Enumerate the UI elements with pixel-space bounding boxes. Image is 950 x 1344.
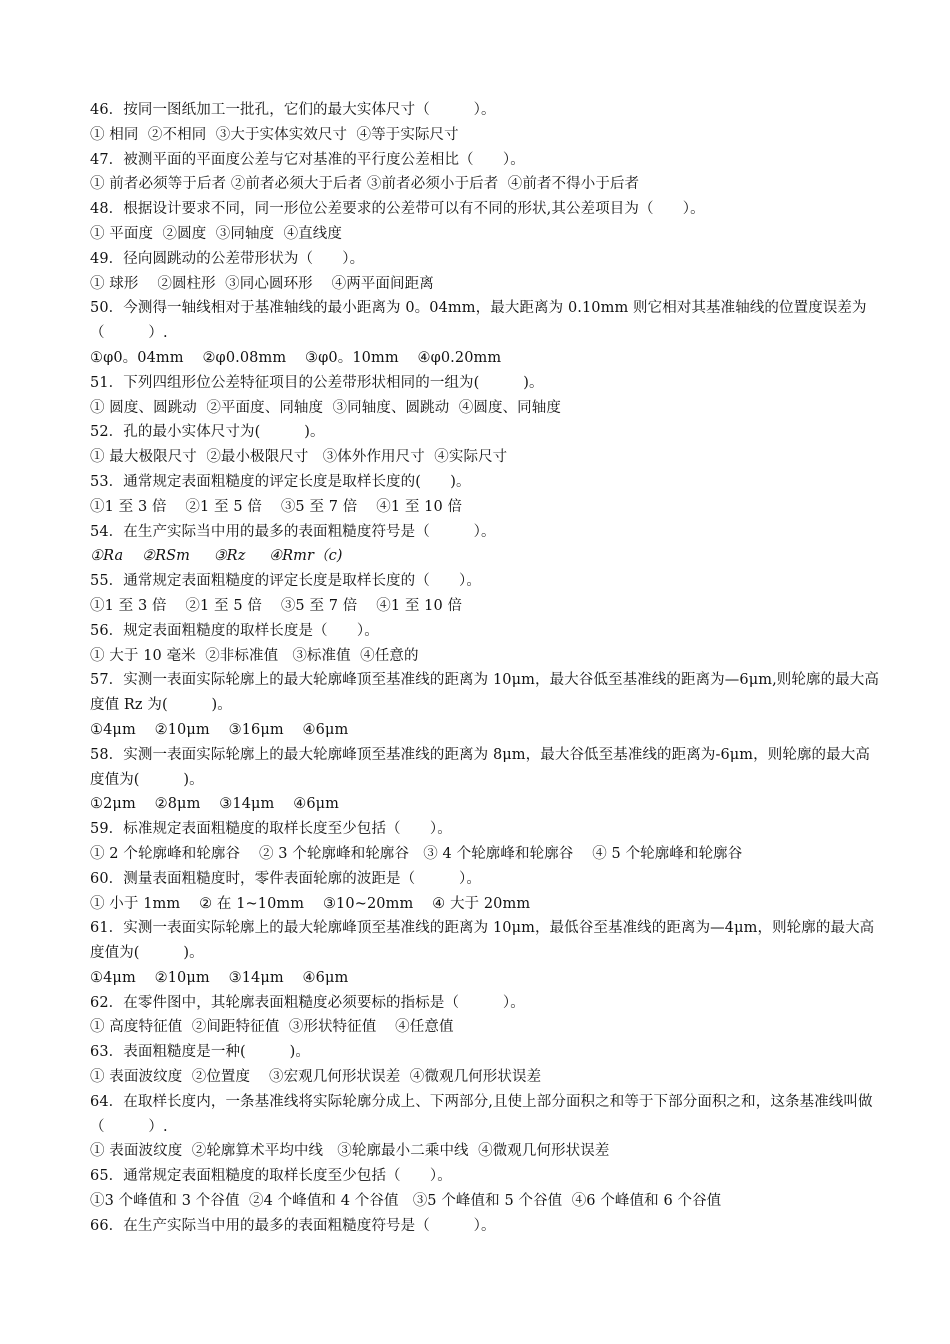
question-51: 51．下列四组形位公差特征项目的公差带形状相同的一组为( )。 bbox=[90, 374, 544, 391]
question-47: 47．被测平面的平面度公差与它对基准的平行度公差相比（ ）。 bbox=[90, 151, 525, 168]
question-65: 65．通常规定表面粗糙度的取样长度至少包括（ ）。 bbox=[90, 1168, 452, 1185]
options-46: ① 相同 ②不相同 ③大于实体实效尺寸 ④等于实际尺寸 bbox=[90, 126, 459, 143]
options-53: ①1 至 3 倍 ②1 至 5 倍 ③5 至 7 倍 ④1 至 10 倍 bbox=[90, 498, 463, 515]
question-57: 57．实测一表面实际轮廓上的最大轮廓峰顶至基准线的距离为 10μm，最大谷低至基准线的距离为—6μm,则轮廓的最大高度值 Rz 为( )。 bbox=[90, 672, 879, 714]
question-61: 61．实测一表面实际轮廓上的最大轮廓峰顶至基准线的距离为 10μm，最低谷至基准线的距离为—4μm，则轮廓的最大高度值为( )。 bbox=[90, 920, 875, 962]
question-document bbox=[90, 98, 880, 1239]
question-46: 46．按同一图纸加工一批孔，它们的最大实体尺寸（ ）。 bbox=[90, 102, 496, 118]
options-63: ① 表面波纹度 ②位置度 ③宏观几何形状误差 ④微观几何形状误差 bbox=[90, 1069, 542, 1086]
options-47: ① 前者必须等于后者 ②前者必须大于后者 ③前者必须小于后者 ④前者不得小于后者 bbox=[90, 176, 640, 193]
question-55: 55．通常规定表面粗糙度的评定长度是取样长度的（ ）。 bbox=[90, 573, 481, 590]
question-50: 50．今测得一轴线相对于基准轴线的最小距离为 0。04mm，最大距离为 0.10mm 则它相对其基准轴线的位置度误差为（ ）. bbox=[90, 300, 867, 342]
question-66: 66．在生产实际当中用的最多的表面粗糙度符号是（ ）。 bbox=[90, 1217, 496, 1234]
options-60: ① 小于 1mm ② 在 1~10mm ③10~20mm ④ 大于 20mm bbox=[90, 895, 531, 912]
question-59: 59．标准规定表面粗糙度的取样长度至少包括（ ）。 bbox=[90, 821, 452, 838]
question-63: 63．表面粗糙度是一种( )。 bbox=[90, 1044, 310, 1061]
question-56: 56．规定表面粗糙度的取样长度是（ ）。 bbox=[90, 622, 379, 639]
question-49: 49．径向圆跳动的公差带形状为（ ）。 bbox=[90, 250, 365, 267]
question-58: 58．实测一表面实际轮廓上的最大轮廓峰顶至基准线的距离为 8μm，最大谷低至基准线的距离为-6μm，则轮廓的最大高度值为( )。 bbox=[90, 746, 870, 788]
options-65: ①3 个峰值和 3 个谷值 ②4 个峰值和 4 个谷值 ③5 个峰值和 5 个谷值 ④6 个峰值和 6 个谷值 bbox=[90, 1193, 722, 1210]
question-48: 48．根据设计要求不同，同一形位公差要求的公差带可以有不同的形状,其公差项目为（ ）。 bbox=[90, 201, 705, 218]
options-51: ① 圆度、圆跳动 ②平面度、同轴度 ③同轴度、圆跳动 ④圆度、同轴度 bbox=[90, 399, 561, 416]
options-61: ①4μm ②10μm ③14μm ④6μm bbox=[90, 969, 349, 986]
options-64: ① 表面波纹度 ②轮廓算术平均中线 ③轮廓最小二乘中线 ④微观几何形状误差 bbox=[90, 1143, 610, 1160]
options-56: ① 大于 10 毫米 ②非标准值 ③标准值 ④任意的 bbox=[90, 647, 419, 664]
question-62: 62．在零件图中，其轮廓表面粗糙度必须要标的指标是（ ）。 bbox=[90, 994, 525, 1011]
options-59: ① 2 个轮廓峰和轮廓谷 ② 3 个轮廓峰和轮廓谷 ③ 4 个轮廓峰和轮廓谷 ④ 5 个轮廓峰和轮廓谷 bbox=[90, 845, 743, 862]
options-49: ① 球形 ②圆柱形 ③同心圆环形 ④两平面间距离 bbox=[90, 275, 434, 292]
question-64: 64．在取样长度内，一条基准线将实际轮廓分成上、下两部分,且使上部分面积之和等于下部分面积之和，这条基准线叫做（ ）. bbox=[90, 1093, 873, 1135]
options-48: ① 平面度 ②圆度 ③同轴度 ④直线度 bbox=[90, 225, 342, 242]
options-58: ①2μm ②8μm ③14μm ④6μm bbox=[90, 796, 340, 813]
options-55: ①1 至 3 倍 ②1 至 5 倍 ③5 至 7 倍 ④1 至 10 倍 bbox=[90, 597, 463, 614]
options-54: ①Ra ②RSm ③Rz ④Rmr（c) bbox=[90, 548, 343, 565]
options-52: ① 最大极限尺寸 ②最小极限尺寸 ③体外作用尺寸 ④实际尺寸 bbox=[90, 449, 508, 466]
options-50: ①φ0。04mm ②φ0.08mm ③φ0。10mm ④φ0.20mm bbox=[90, 349, 502, 366]
question-54: 54．在生产实际当中用的最多的表面粗糙度符号是（ ）。 bbox=[90, 523, 496, 540]
options-62: ① 高度特征值 ②间距特征值 ③形状特征值 ④任意值 bbox=[90, 1019, 454, 1036]
question-60: 60．测量表面粗糙度时，零件表面轮廓的波距是（ ）。 bbox=[90, 870, 481, 887]
question-53: 53．通常规定表面粗糙度的评定长度是取样长度的( )。 bbox=[90, 473, 471, 490]
options-57: ①4μm ②10μm ③16μm ④6μm bbox=[90, 721, 349, 738]
question-52: 52．孔的最小实体尺寸为( )。 bbox=[90, 424, 325, 441]
